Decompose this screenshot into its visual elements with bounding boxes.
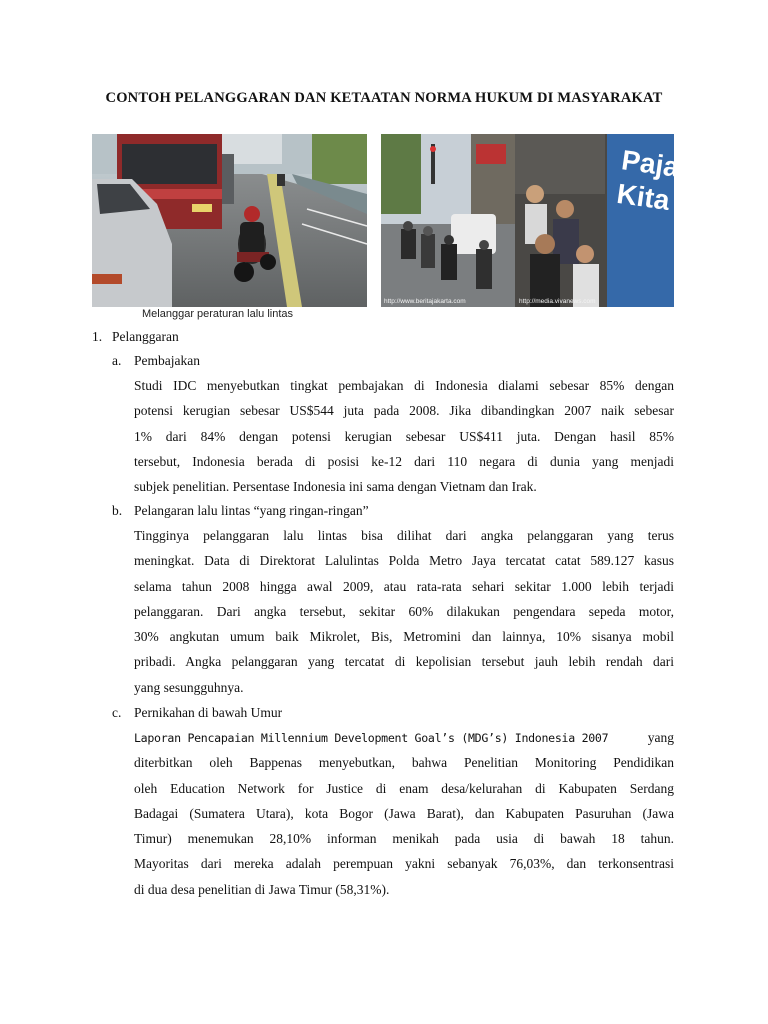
paragraph-line: pelanggaran. Dari angka tersebut, sekitar 60% dilakukan pengendara sepeda motor,	[134, 603, 674, 619]
item-a-heading: Pembajakan	[134, 353, 200, 368]
item-c-paragraph	[134, 725, 674, 902]
paragraph-line: 30% angkutan umum baik Mikrolet, Bis, Metromini dan lainnya, 10% sisanya mobil	[134, 629, 674, 645]
paragraph-line: yang sesungguhnya.	[134, 679, 244, 695]
paragraph-line: subjek penelitian. Persentase Indonesia ini sama dengan Vietnam dan Irak.	[134, 479, 537, 495]
paragraph-line: 1% dari 84% dengan potensi kerugian sebesar US$411 juta. Dengan hasil 85%	[134, 428, 674, 444]
photo-caption: Melanggar peraturan lalu lintas	[142, 308, 294, 320]
section-heading: Pelanggaran	[112, 329, 179, 344]
item-a-paragraph	[134, 373, 674, 499]
item-b-heading: Pelangaran lalu lintas “yang ringan-ringan”	[134, 503, 369, 518]
paragraph-line: tersebut, Indonesia berada di posisi ke-12 dari 110 negara di dunia yang menjadi	[134, 453, 674, 469]
paragraph-line: selama tahun 2008 hingga awal 2009, atau rata-rata sehari sekitar 1.000 lebih terjadi	[134, 578, 674, 594]
document-title: CONTOH PELANGGARAN DAN KETAATAN NORMA HUKUM DI MASYARAKAT	[105, 90, 663, 106]
paragraph-line: Studi IDC menyebutkan tingkat pembajakan di Indonesia dialami sebesar 85% dengan	[134, 378, 674, 393]
item-c-heading: Pernikahan di bawah Umur	[134, 705, 283, 720]
first-line-rest-text: yang	[647, 730, 674, 745]
paragraph-line: di dua desa penelitian di Jawa Timur (58,31%).	[134, 881, 390, 897]
paragraph-line: Badagai (Sumatera Utara), kota Bogor (Jawa Barat), dan Kabupaten Pasuruhan (Jawa	[134, 805, 674, 821]
first-line-mono-text: Laporan Pencapaian Millennium Development Goal’s (MDG’s) Indonesia 2007	[134, 731, 609, 745]
photo-watermark-2: http://media.vivanews.com	[519, 298, 596, 305]
paragraph-line: potensi kerugian sebesar US$544 juta pada 2008. Jika dibandingkan 2007 naik sebesar	[134, 403, 674, 419]
paragraph-line: pribadi. Angka pelanggaran yang tercatat di kepolisian tersebut jauh lebih rendah dari	[134, 654, 674, 670]
paragraph-first-line	[134, 725, 674, 750]
tax-office-photo	[515, 134, 697, 307]
paragraph-line: meningkat. Data di Direktorat Lalulintas Polda Metro Jaya tercatat catat 589.127 kasus	[134, 553, 674, 569]
photo-watermark-1: http://www.beritajakarta.com	[384, 298, 466, 305]
traffic-violation-photo	[92, 134, 367, 307]
sign-text-line-2: Kita	[614, 177, 672, 216]
sign-text	[615, 143, 697, 221]
paragraph-line: Tingginya pelanggaran lalu lintas bisa dilihat dari angka pelanggaran yang terus	[134, 528, 674, 543]
paragraph-line: diterbitkan oleh Bappenas menyebutkan, bahwa Penelitian Monitoring Pendidikan	[134, 755, 674, 771]
item-c-letter: c.	[112, 705, 122, 720]
paragraph-line: oleh Education Network for Justice di enam desa/kelurahan di Kabupaten Serdang	[134, 780, 674, 796]
section-number: 1.	[92, 329, 103, 344]
crowded-road-photo	[381, 134, 515, 307]
paragraph-line: Timur) menemukan 28,10% informan menikah pada usia di bawah 18 tahun.	[134, 831, 674, 847]
sign-text-line-1: Pajak	[619, 144, 697, 186]
item-a-letter: a.	[112, 353, 122, 368]
item-b-paragraph	[134, 523, 674, 700]
paragraph-line: Mayoritas dari mereka adalah perempuan yakni sebanyak 76,03%, dan terkonsentrasi	[134, 856, 674, 872]
item-b-letter: b.	[112, 503, 123, 518]
